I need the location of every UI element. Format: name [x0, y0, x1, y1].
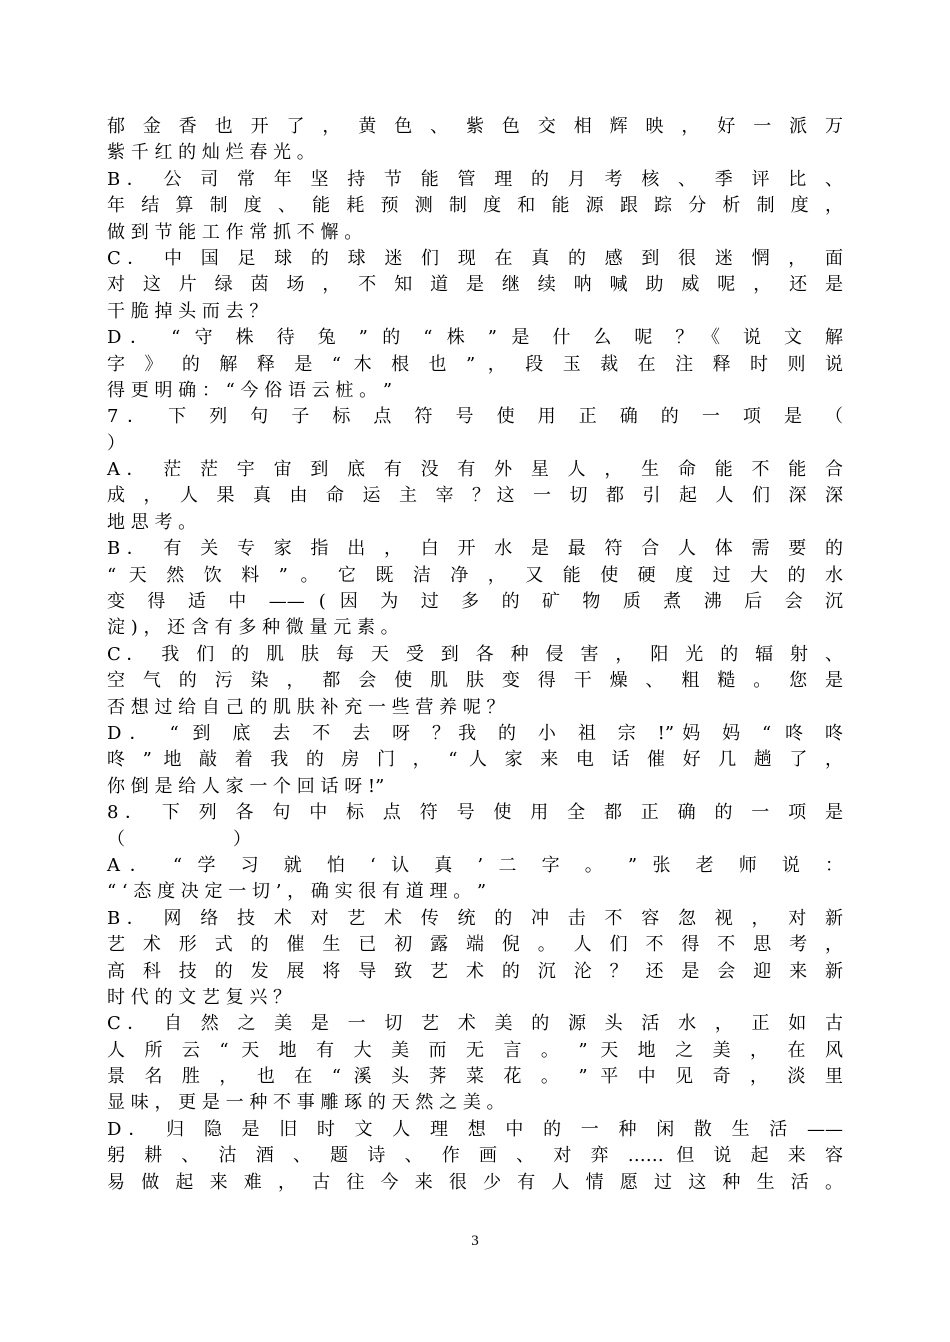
text-line: 变 得 适 中 —— ( 因 为 过 多 的 矿 物 质 煮 沸 后 会 沉 — [107, 591, 843, 613]
text-line: A． 茫 茫 宇 宙 到 底 有 没 有 外 星 人 ， 生 命 能 不 能 合 — [107, 459, 843, 481]
text-line: 人 所 云 “ 天 地 有 大 美 而 无 言 。 ” 天 地 之 美 ， 在 风 — [107, 1039, 843, 1061]
text-line: 高 科 技 的 发 展 将 导 致 艺 术 的 沉 沦 ？ 还 是 会 迎 来 新 — [107, 960, 843, 982]
text-line: 对 这 片 绿 茵 场 ， 不 知 道 是 继 续 呐 喊 助 威 呢 ， 还 是 — [107, 274, 843, 296]
text-line: D． “ 守 株 待 兔 ” 的 “ 株 ” 是 什 么 呢 ？《 说 文 解 — [107, 327, 843, 349]
text-line: “ 天 然 饮 料 ” 。 它 既 洁 净 ， 又 能 使 硬 度 过 大 的 水 — [107, 564, 843, 586]
text-line: C． 自 然 之 美 是 一 切 艺 术 美 的 源 头 活 水 ， 正 如 古 — [107, 1013, 843, 1035]
text-line: B． 公 司 常 年 坚 持 节 能 管 理 的 月 考 核 、 季 评 比 、 — [107, 168, 843, 190]
text-line: D． “ 到 底 去 不 去 呀 ？我 的 小 祖 宗 !”妈 妈 “ 咚 咚 — [107, 722, 843, 744]
text-line: 艺 术 形 式 的 催 生 已 初 露 端 倪 。 人 们 不 得 不 思 考 ， — [107, 934, 843, 956]
text-line: 成 ， 人 果 真 由 命 运 主 宰 ？这 一 切 都 引 起 人 们 深 深 — [107, 485, 843, 507]
text-line: 空 气 的 污 染 ， 都 会 使 肌 肤 变 得 干 燥 、 粗 糙 。 您 是 — [107, 670, 843, 692]
text-line: 景 名 胜 ， 也 在 “ 溪 头 荠 菜 花 。 ” 平 中 见 奇 ， 淡 里 — [107, 1066, 843, 1088]
text-line: 易 做 起 来 难 ， 古 往 今 来 很 少 有 人 情 愿 过 这 种 生 活 。 — [107, 1171, 843, 1193]
text-line: A． “ 学 习 就 怕 ‘ 认 真 ’ 二 字 。 ” 张 老 师 说 ： — [107, 854, 843, 876]
page-number: 3 — [471, 1233, 479, 1249]
text-line: 否 想 过 给 自 己 的 肌 肤 补 充 一 些 营 养 呢 ？ — [107, 696, 505, 718]
text-line: 躬 耕 、 沽 酒 、 题 诗 、 作 画 、 对 弈 …… 但 说 起 来 容 — [107, 1145, 843, 1167]
text-line: 紫 千 红 的 灿 烂 春 光 。 — [107, 142, 315, 164]
text-line: 地 思 考 。 — [107, 511, 197, 533]
text-line: B． 网 络 技 术 对 艺 术 传 统 的 冲 击 不 容 忽 视 ， 对 新 — [107, 907, 843, 929]
text-line: C． 中 国 足 球 的 球 迷 们 现 在 真 的 感 到 很 迷 惘 ， 面 — [107, 247, 843, 269]
text-line: “ ‘ 态 度 决 定 一 切 ’ ， 确 实 很 有 道 理 。 ” — [107, 881, 487, 903]
text-line: B． 有 关 专 家 指 出 ， 白 开 水 是 最 符 合 人 体 需 要 的 — [107, 538, 843, 560]
text-line: 做 到 节 能 工 作 常 抓 不 懈 。 — [107, 221, 363, 243]
text-line: 郁 金 香 也 开 了 ， 黄 色 、 紫 色 交 相 辉 映 ， 好 一 派 万 — [107, 116, 843, 137]
text-line: 年 结 算 制 度 、 能 耗 预 测 制 度 和 能 源 跟 踪 分 析 制 度 ， — [107, 195, 843, 217]
text-line: ） — [107, 432, 125, 454]
text-line: C． 我 们 的 肌 肤 每 天 受 到 各 种 侵 害 ， 阳 光 的 辐 射 、 — [107, 643, 843, 665]
text-line: 显 味 ， 更 是 一 种 不 事 雕 琢 的 天 然 之 美 。 — [107, 1092, 505, 1114]
text-line: 咚 ” 地 敲 着 我 的 房 门 ， “ 人 家 来 电 话 催 好 几 趟 了 ， — [107, 749, 843, 771]
text-line: 淀 ) ， 还 含 有 多 种 微 量 元 素 。 — [107, 617, 399, 639]
text-line: 字 》 的 解 释 是 “ 木 根 也 ” ， 段 玉 裁 在 注 释 时 则 说 — [107, 353, 843, 375]
text-line: 7． 下 列 句 子 标 点 符 号 使 用 正 确 的 一 项 是 （ — [107, 406, 843, 428]
text-line: 时 代 的 文 艺 复 兴 ？ — [107, 986, 292, 1008]
text-line: 你 倒 是 给 人 家 一 个 回 话 呀 !” — [107, 775, 385, 797]
text-line: （ ） — [107, 828, 251, 850]
text-line: 8． 下 列 各 句 中 标 点 符 号 使 用 全 都 正 确 的 一 项 是 — [107, 802, 843, 824]
text-line: 干 脆 掉 头 而 去 ？ — [107, 300, 268, 322]
text-line: D． 归 隐 是 旧 时 文 人 理 想 中 的 一 种 闲 散 生 活 —— — [107, 1118, 843, 1140]
document-body — [107, 114, 843, 1196]
text-line: 得 更 明 确 ： “ 今 俗 语 云 桩 。 ” — [107, 379, 393, 401]
